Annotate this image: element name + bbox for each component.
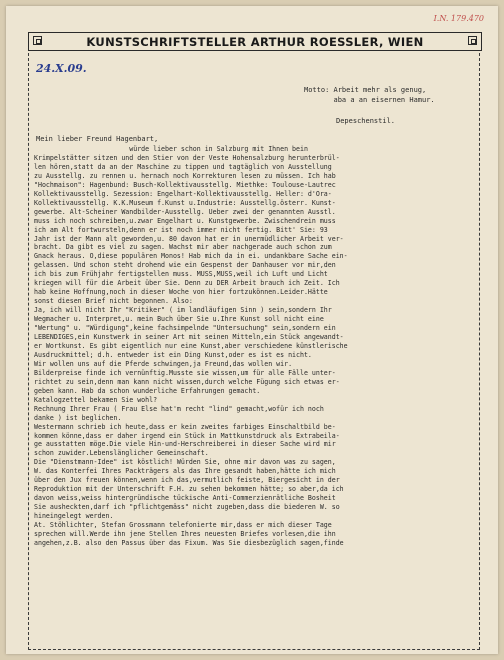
body-line: Westermann schrieb ich heute,dass er kein zweites farbiges Einschaltbild be- (34, 422, 336, 431)
body-line: "Hochmaison": Hagenbund: Busch-Kollektivausstellg. Miethke: Toulouse-Lautrec (34, 180, 336, 189)
body-line: muss ich noch schreiben,u.zwar Engelhart u. Kunstgewerbe. Zwischendrein muss (34, 216, 336, 225)
motto: Motto: Arbeit mehr als genug, aba a an eisernen Hamur. (304, 86, 435, 104)
body-line: würde lieber schon in Salzburg mit Ihnen bein (34, 145, 308, 153)
body-line: kriegen will für die Arbeit über Sie. Denn zu DER Arbeit brauch ich Zeit. Ich (34, 279, 340, 288)
body-line: hab keine Hoffnung,noch in dieser Woche von hier fortzukönnen.Leider.Hätte (34, 288, 328, 297)
body-line: danke ) ist beglichen. (34, 413, 122, 422)
body-line: gelassen. Und schon steht drohend wie ein Gespenst der Danhauser vor mir,den (34, 261, 336, 270)
body-line: Die "Dienstmann-Idee" ist köstlich! Würden Sie, ohne mir davon was zu sagen, (34, 458, 336, 467)
body-line: sonst diesen Brief nicht begonnen. Also: (34, 297, 193, 306)
body-line: über den Jux freuen können,wenn ich das,vermutlich feiste, Biergesicht in der (34, 476, 340, 485)
body-line: LEBENDIGES,ein Kunstwerk in seiner Art mit seinen Mitteln,ein Stück angewandt- (34, 333, 344, 342)
body-line: er Wortkunst. Es gibt eigentlich nur eine Kunst,aber verschiedene künstlerische (34, 341, 348, 350)
archive-mark: I.N. 179.470 (433, 14, 484, 23)
letterhead (28, 32, 482, 51)
body-line: zu Ausstellg. zu rennen u. hernach noch Korrekturen lesen zu müssen. Ich hab (34, 171, 336, 180)
body-line: davon weiss,weiss hintergründische tückische Anti-Commerzienrätliche Bosheit (34, 494, 336, 503)
body-line: gewerbe. Alt-Scheiner Wandbilder-Ausstellg. Ueber zwei der genannten Ausstl. (34, 207, 336, 216)
body-line: kommen könne,dass er daher irgend ein Stück in Mattkunstdruck als Extrabeila- (34, 431, 340, 440)
body-line: Reproduktion mit der Unterschrift F.H. zu sehen bekommen hätte; so aber,da ich (34, 485, 344, 494)
body-line: angehen,z.B. also den Passus über das Fixum. Was Sie diesbezüglich sagen,finde (34, 538, 344, 547)
body-line: Ausdruckmittel; d.h. entweder ist ein Ding Kunst,oder es ist es nicht. (34, 350, 312, 359)
letter-date: 24.X.09. (36, 62, 87, 75)
body-line: Krimpelstätter sitzen und den Stier von der Veste Hohensalzburg herunterbrül- (34, 153, 340, 162)
body-line: Wegmacher u. Interpret,u. mein Buch über Sie u.Ihre Kunst soll nicht eine (34, 315, 324, 324)
body-line: Wir wollen uns auf die Pferde schwingen,ja Freund,das wollen wir. (34, 359, 293, 368)
body-line: Ja, ich will nicht Ihr "Kritiker" ( im landläufigen Sinn ) sein,sondern Ihr (34, 306, 332, 315)
body-line: schon zuwider.Lebenslänglicher Gemeinschaft. (34, 449, 209, 458)
body-line: geben kann. Hab da schon wunderliche Erfahrungen gemacht. (34, 386, 261, 395)
letter-body (34, 145, 472, 548)
letterhead-title: KUNSTSCHRIFTSTELLER ARTHUR ROESSLER, WIEN (86, 34, 424, 49)
body-line: Katalogzettel bekamen Sie wohl? (34, 395, 158, 404)
body-line: "Wertung" u. "Würdigung",keine fachsimpelnde "Untersuchung" sein,sondern ein (34, 324, 336, 333)
body-line: richtet zu sein,denn man kann nicht wissen,durch welche Fügung sich etwas er- (34, 377, 340, 386)
body-line: Sie ausheckten,darf ich "pflichtgemäss" nicht zugeben,dass die biederen W. so (34, 503, 340, 512)
body-line: sprechen will.Werde ihn jene Stellen Ihres neuesten Briefes vorlesen,die ihn (34, 529, 336, 538)
body-line: ge ausstatten möge.Die viele Hin-und-Herschreiberei in dieser Sache wird mir (34, 440, 336, 449)
style-note: Depeschenstil. (336, 117, 396, 125)
body-line: Kollektivausstellg. Sezession: Engelhart-Kollektivausstellg. Heller: d'Ora- (34, 189, 332, 198)
ornament-left-icon (33, 36, 42, 45)
body-line: Rechnung Ihrer Frau ( Frau Else hat'm recht "lind" gemacht,wofür ich noch (34, 404, 324, 413)
body-line: Bilderpreise finde ich vernünftig.Musste sie wissen,um für alle Fälle unter- (34, 368, 336, 377)
body-line: hineingelegt werden. (34, 512, 114, 521)
body-line: At. Stöhlichter, Stefan Grossmann telefonierte mir,dass er mich dieser Tage (34, 521, 332, 530)
body-line: Jahr ist der Mann alt geworden,u. 80 davon hat er in unermüdlicher Arbeit ver- (34, 234, 344, 243)
body-line: ich am Alt fortwursteln,denn er ist noch immer nicht fertig. Bitt' Sie: 93 (34, 225, 328, 234)
body-line: Gnack heraus. O,diese populären Monos! Hab mich da in ei. undankbare Sache ein- (34, 252, 348, 261)
ornament-right-icon (468, 36, 477, 45)
body-line: ich bis zum Frühjahr fertigstellen muss. MUSS,MUSS,weil ich Luft und Licht (34, 270, 328, 279)
body-line: Kollektivausstellg. K.K.Museum f.Kunst u.Industrie: Ausstellg.österr. Kunst- (34, 198, 336, 207)
body-line: W. das Konterfei Ihres Packträgers als das Ihre gesandt haben,hätte ich mich (34, 467, 336, 476)
body-line: len hören,statt da an der Maschine zu tippen und tagtäglich von Ausstellung (34, 162, 332, 171)
body-line: bracht. Da gibt es viel zu sagen. Wachst mir aber nachgerade auch schon zum (34, 243, 332, 252)
salutation: Mein lieber Freund Hagenbart, (36, 135, 159, 143)
